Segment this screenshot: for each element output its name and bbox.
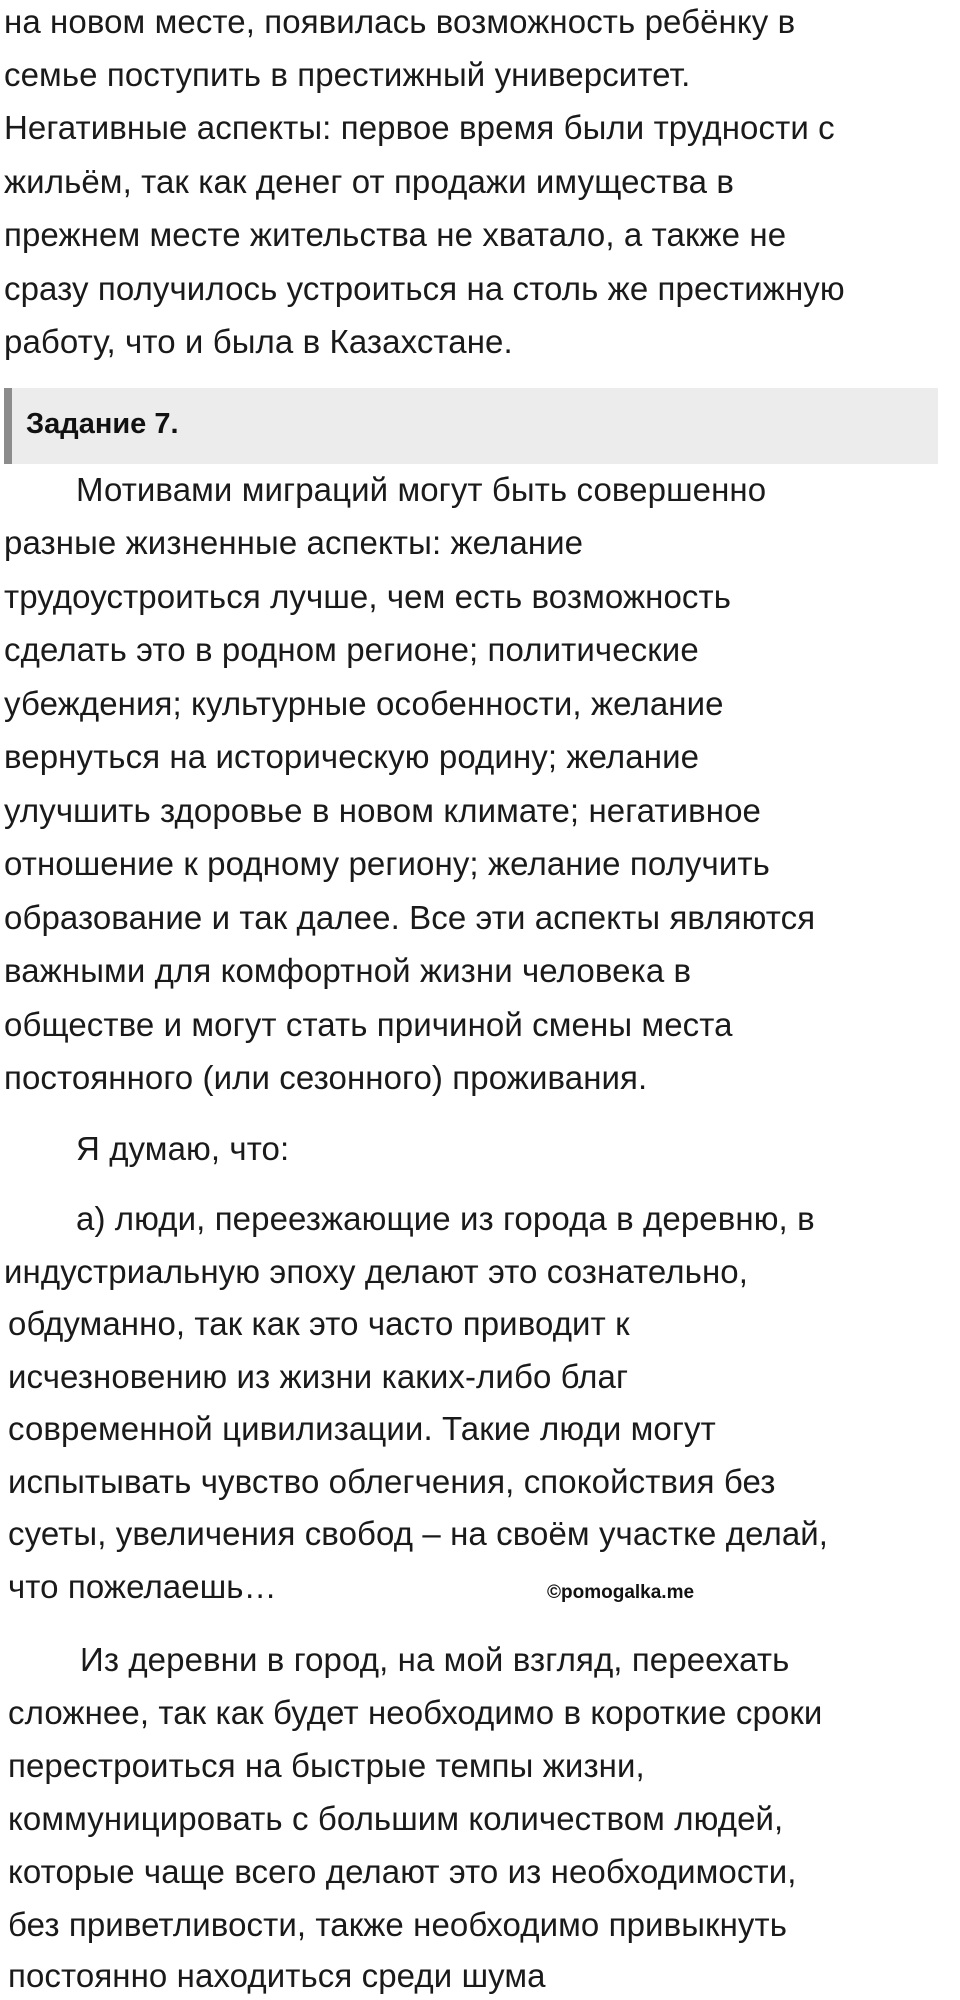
text-line: Из деревни в город, на мой взгляд, переехать [80, 1641, 790, 1678]
text-line: постоянно находиться среди шума [8, 1957, 546, 1994]
text-line: трудоустроиться лучше, чем есть возможность [4, 578, 732, 615]
text-line: прежнем месте жительства не хватало, а также не [4, 216, 787, 253]
text-line: суеты, увеличения свобод – на своём участке делай, [8, 1515, 829, 1552]
text-line: современной цивилизации. Такие люди могут [8, 1410, 716, 1447]
text-line: обдуманно, так как это часто приводит к [8, 1305, 630, 1342]
text-line: отношение к родному региону; желание получить [4, 845, 770, 882]
text-line: а) люди, переезжающие из города в деревню, в [76, 1200, 815, 1237]
text-line: постоянного (или сезонного) проживания. [4, 1059, 648, 1096]
text-line: индустриальную эпоху делают это сознательно, [4, 1253, 748, 1290]
text-line: улучшить здоровье в новом климате; негативное [4, 792, 761, 829]
text-line: испытывать чувство облегчения, спокойствия без [8, 1463, 776, 1500]
text-line: на новом месте, появилась возможность ребёнку в [4, 3, 796, 40]
task-heading: Задание 7. [26, 408, 179, 440]
text-line: образование и так далее. Все эти аспекты являются [4, 899, 816, 936]
text-line: исчезновению из жизни каких-либо благ [8, 1358, 629, 1395]
text-line: коммуницировать с большим количеством людей, [8, 1800, 784, 1837]
text-line: жильём, так как денег от продажи имущества в [4, 163, 734, 200]
text-line: Мотивами миграций могут быть совершенно [76, 471, 767, 508]
text-line: сразу получилось устроиться на столь же престижную [4, 270, 845, 307]
text-line: обществе и могут стать причиной смены места [4, 1006, 733, 1043]
text-line: без приветливости, также необходимо привыкнуть [8, 1906, 788, 1943]
opinion-intro: Я думаю, что: [76, 1130, 290, 1167]
text-line: сделать это в родном регионе; политические [4, 631, 699, 668]
text-line: перестроиться на быстрые темпы жизни, [8, 1747, 645, 1784]
text-line: разные жизненные аспекты: желание [4, 524, 584, 561]
text-line: Негативные аспекты: первое время были трудности с [4, 109, 835, 146]
text-line: сложнее, так как будет необходимо в короткие сроки [8, 1694, 823, 1731]
text-line: семье поступить в престижный университет. [4, 56, 691, 93]
text-line: что пожелаешь… [8, 1568, 277, 1605]
task-heading-bar [4, 388, 938, 464]
text-line: работу, что и была в Казахстане. [4, 323, 513, 360]
text-line: важными для комфортной жизни человека в [4, 952, 692, 989]
text-line: которые чаще всего делают это из необходимости, [8, 1853, 797, 1890]
text-line: убеждения; культурные особенности, желание [4, 685, 724, 722]
text-line: вернуться на историческую родину; желание [4, 738, 700, 775]
watermark-text: ©pomogalka.me [547, 1582, 695, 1603]
